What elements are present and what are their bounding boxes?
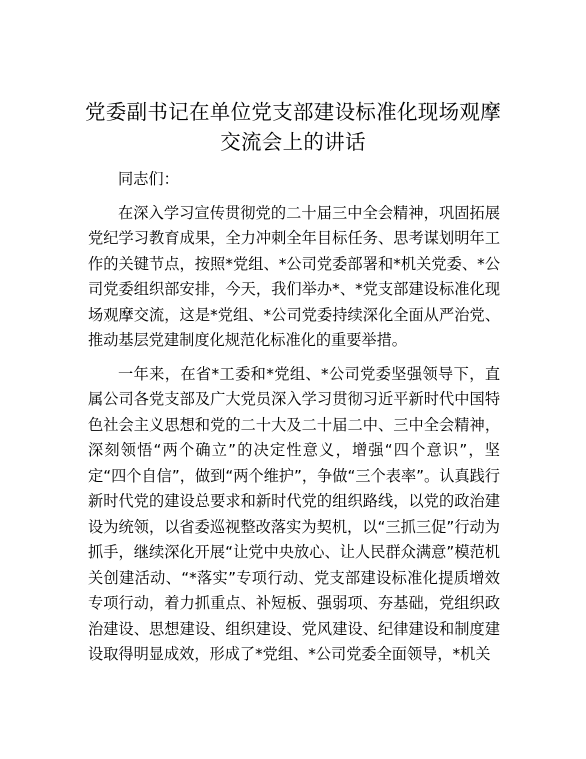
salutation: 同志们：: [118, 170, 179, 188]
title-line-2: 交流会上的讲话: [220, 130, 366, 154]
title-line-1: 党委副书记在单位党支部建设标准化现场观摩: [85, 100, 501, 124]
paragraph-1: 在深入学习宣传贯彻党的二十届三中全会精神，巩固拓展党纪学习教育成果，全力冲刺全年目标任务、思考谋划明年工作的关键节点，按照*党组、*公司党委部署和*机关党委、*公司党委组织部安排，今天，我们举办*、*党支部建设标准化现场观摩交流，这是*党组、*公司党委持续深化全面从严治党、推动基层党建制度化规范化标准化的重要举措。: [88, 203, 500, 349]
document-title: [70, 97, 516, 157]
document-body: [88, 167, 500, 676]
paragraph-2: 一年来，在省*工委和*党组、*公司党委坚强领导下，直属公司各党支部及广大党员深入学习贯彻习近平新时代中国特色社会主义思想和党的二十大及二十届二中、三中全会精神，深刻领悟“两个确立”的决定性意义，增强“四个意识”，坚定“四个自信”，做到“两个维护”，争做“三个表率”。认真践行新时代党的建设总要求和新时代党的组织路线，以党的政治建设为统领，以省委巡视整改落实为契机，以“三抓三促”行动为抓手，继续深化开展“让党中央放心、让人民群众满意”模范机关创建活动、“*落实”专项行动、党支部建设标准化提质增效专项行动，着力抓重点、补短板、强弱项、夯基础，党组织政治建设、思想建设、组织建设、党风建设、纪律建设和制度建设取得明显成效，形成了*党组、*公司党委全面领导，*机关: [88, 364, 500, 663]
